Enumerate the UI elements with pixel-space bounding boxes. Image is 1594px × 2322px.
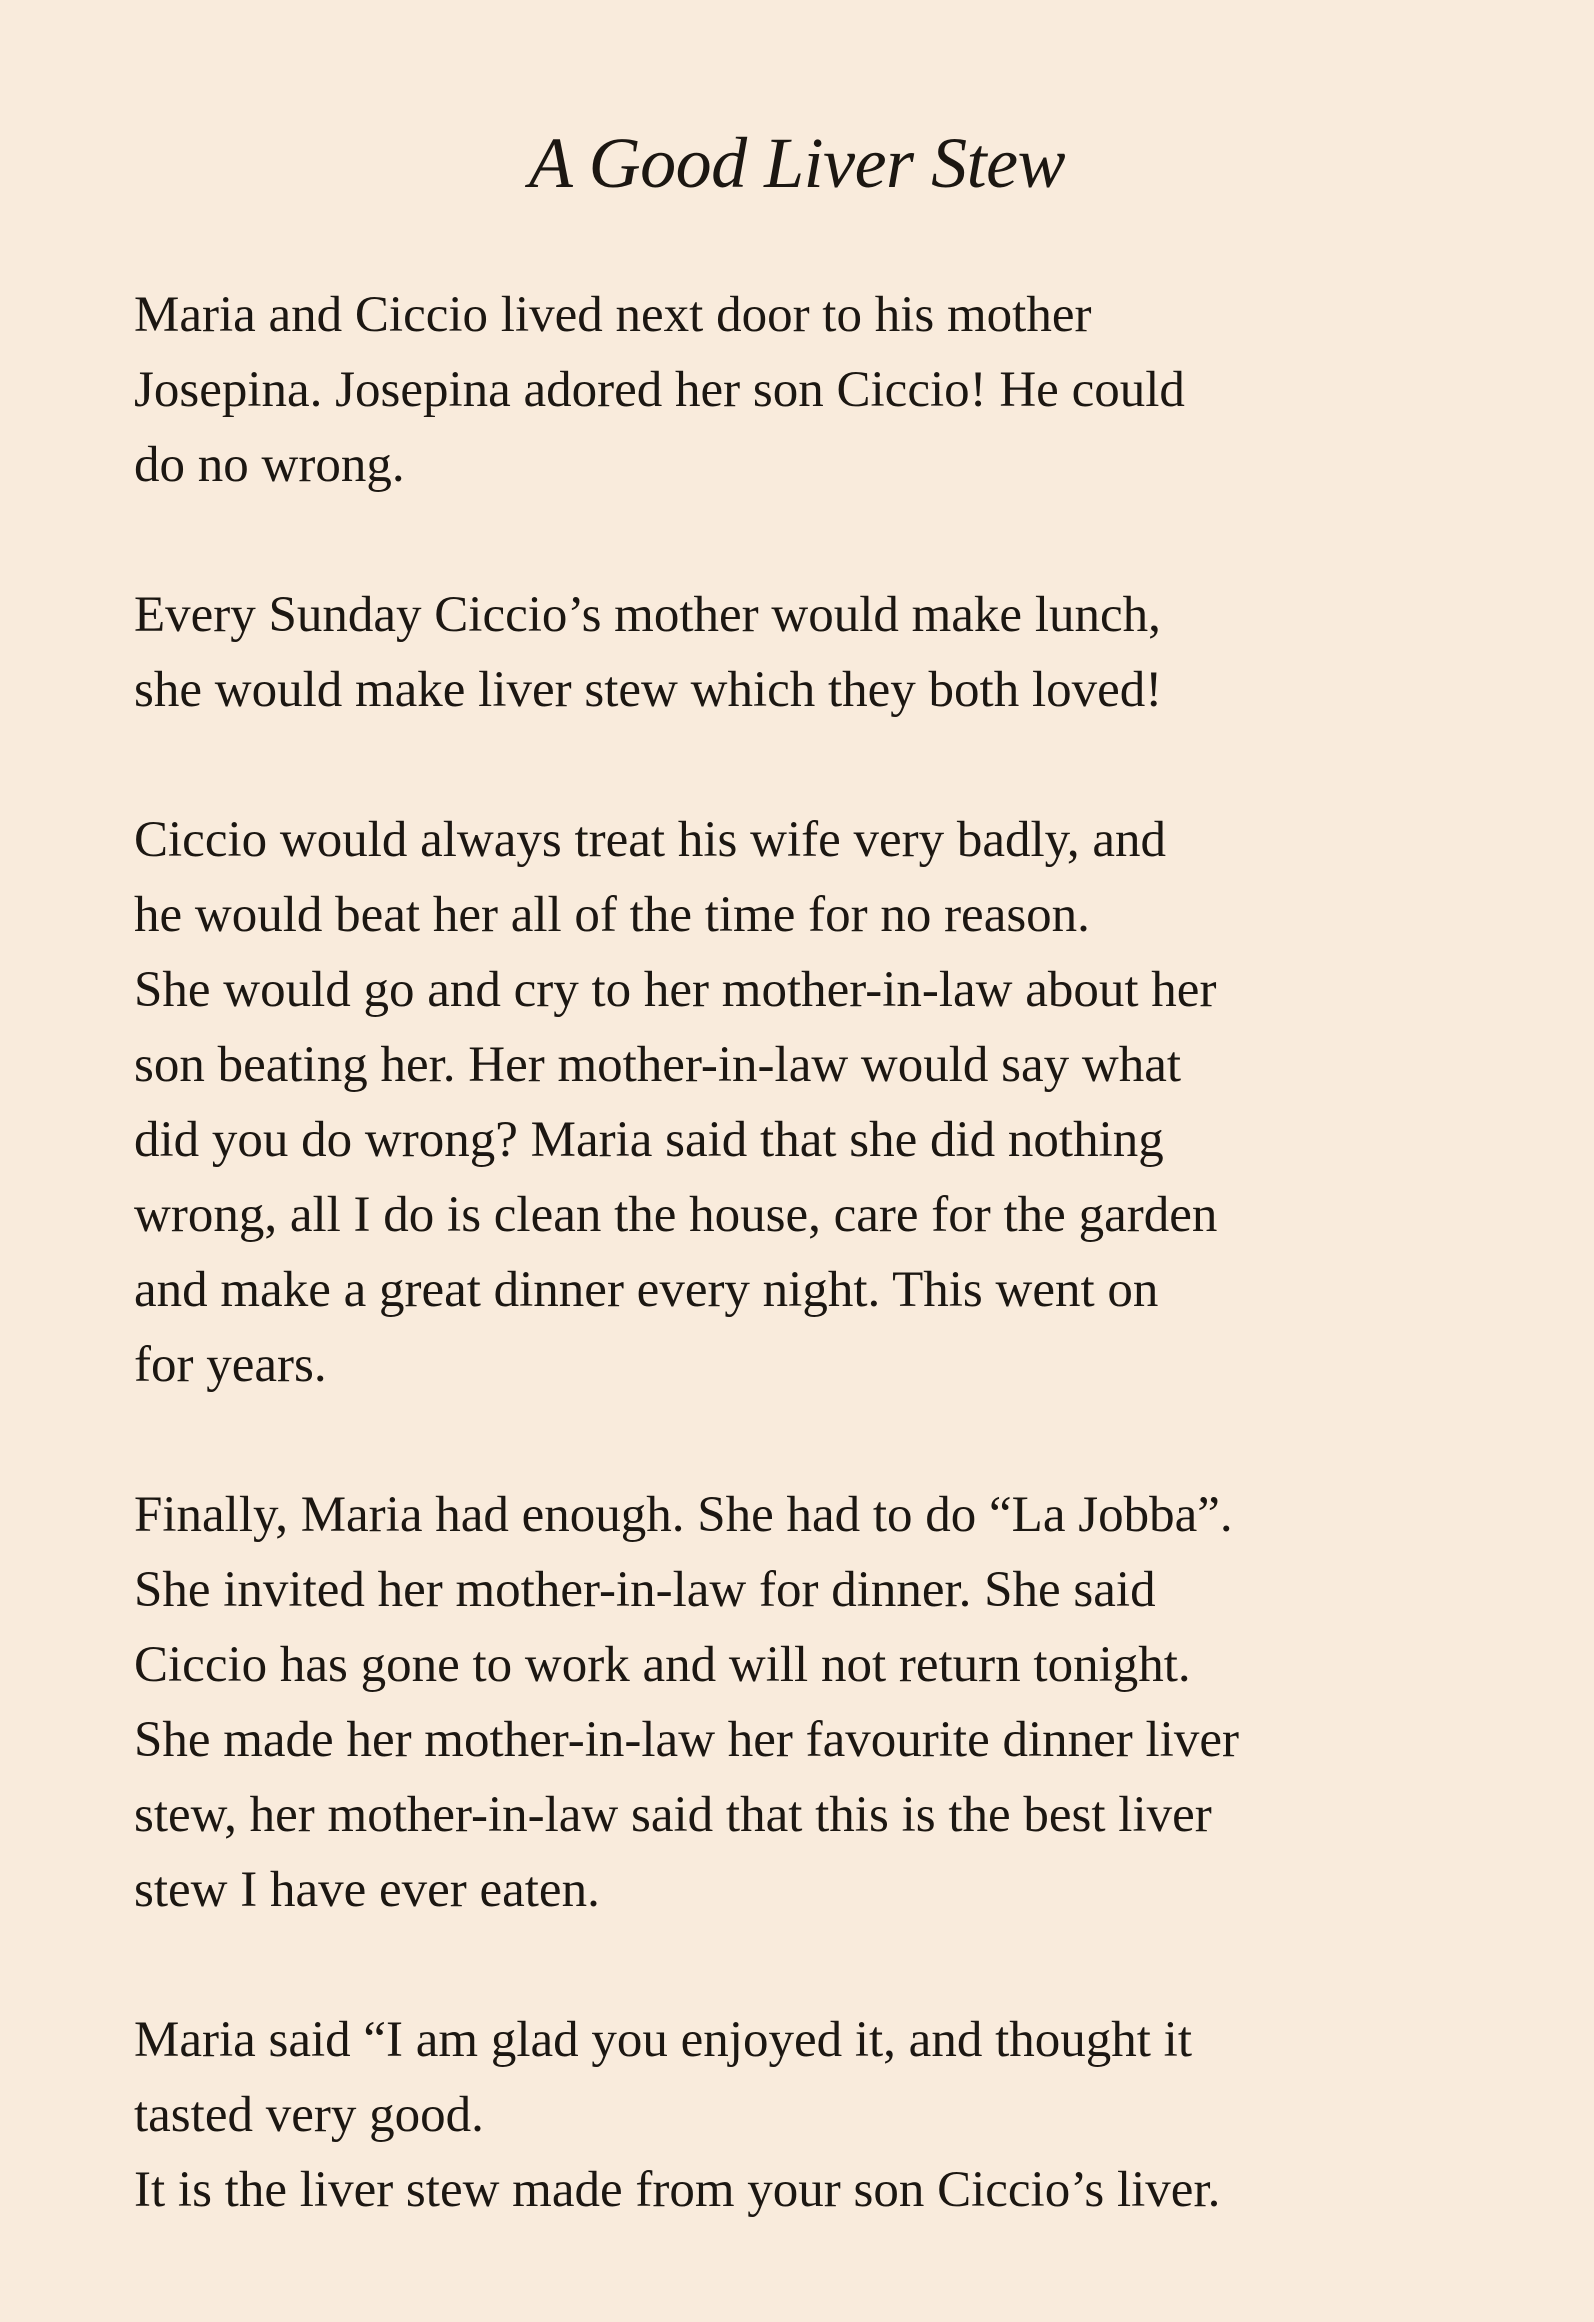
text-line: wrong, all I do is clean the house, care for the garden (134, 1187, 1218, 1243)
text-line: Josepina. Josepina adored her son Ciccio! He could (134, 362, 1185, 418)
text-line: Maria and Ciccio lived next door to his mother (134, 287, 1092, 343)
text-line: he would beat her all of the time for no reason. (134, 887, 1090, 943)
text-line: She would go and cry to her mother-in-law about her (134, 962, 1217, 1018)
paragraph-2 (134, 578, 1514, 728)
story-body (134, 278, 1514, 2228)
paragraph-3 (134, 803, 1514, 1403)
text-line: Ciccio has gone to work and will not return tonight. (134, 1637, 1191, 1693)
text-line: Finally, Maria had enough. She had to do “La Jobba”. (134, 1487, 1233, 1543)
text-line: she would make liver stew which they both loved! (134, 662, 1163, 718)
text-line: tasted very good. (134, 2087, 484, 2143)
text-line: It is the liver stew made from your son Ciccio’s liver. (134, 2162, 1221, 2218)
paragraph-4 (134, 1478, 1514, 1928)
text-line: Ciccio would always treat his wife very badly, and (134, 812, 1166, 868)
text-line: did you do wrong? Maria said that she did nothing (134, 1112, 1164, 1168)
text-line: son beating her. Her mother-in-law would say what (134, 1037, 1182, 1093)
text-line: Every Sunday Ciccio’s mother would make lunch, (134, 587, 1161, 643)
text-line: She invited her mother-in-law for dinner. She said (134, 1562, 1156, 1618)
paragraph-1 (134, 278, 1514, 503)
text-line: for years. (134, 1337, 327, 1393)
paragraph-5 (134, 2003, 1514, 2228)
text-line: stew I have ever eaten. (134, 1862, 600, 1918)
text-line: do no wrong. (134, 437, 405, 493)
text-line: She made her mother-in-law her favourite dinner liver (134, 1712, 1239, 1768)
story-title: A Good Liver Stew (528, 123, 1066, 203)
text-line: and make a great dinner every night. This went on (134, 1262, 1159, 1318)
text-line: Maria said “I am glad you enjoyed it, and thought it (134, 2012, 1193, 2068)
text-line: stew, her mother-in-law said that this is the best liver (134, 1787, 1212, 1843)
